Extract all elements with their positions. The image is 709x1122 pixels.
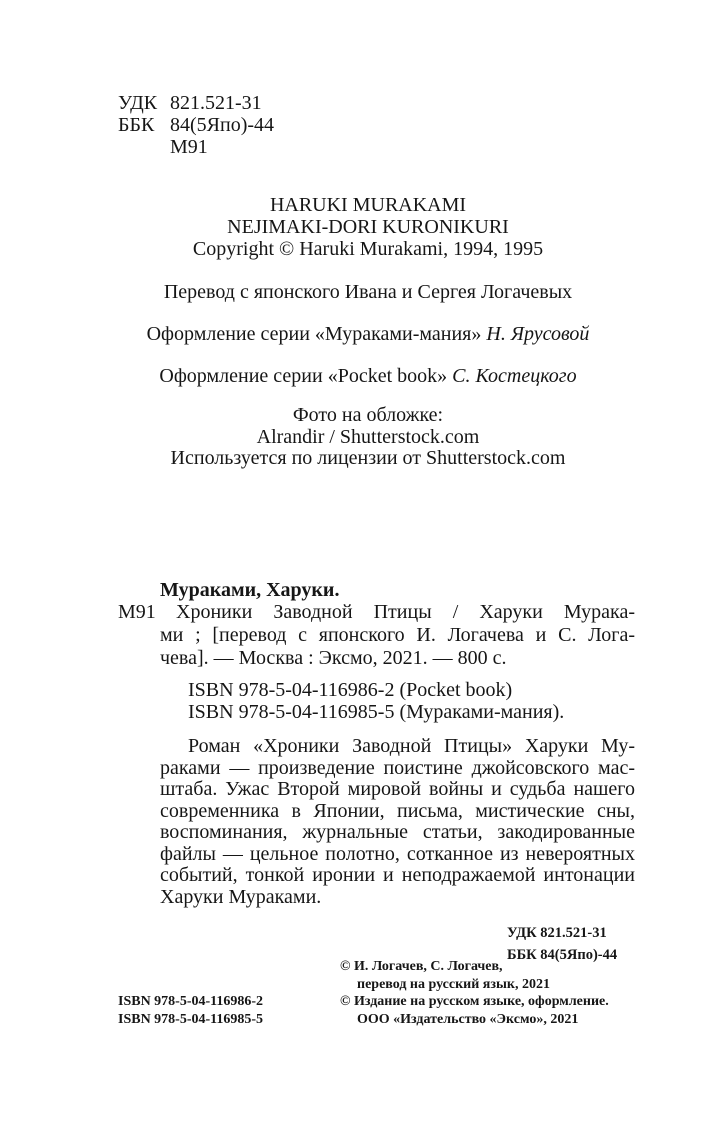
cover-photo-credit-block	[98, 405, 638, 470]
description-line: Хроники Заводной Птицы / Харуки Мурака-	[176, 601, 635, 623]
series-design-credit-2	[98, 365, 638, 387]
bbk-value: 84(5Япо)-44	[170, 114, 275, 136]
imprint-isbn-block	[118, 993, 263, 1028]
udk-value: 821.521-31	[170, 92, 262, 114]
annotation-line: файлы — цельное полотно, сотканное из невероятных	[160, 842, 635, 865]
annotation-line: Харуки Мураками.	[160, 885, 322, 908]
imprint-udk: УДК 821.521-31	[507, 925, 607, 941]
bibliographic-heading: Мураками, Харуки.	[160, 579, 340, 601]
isbn-line: ISBN 978-5-04-116986-2 (Pocket book)	[188, 679, 513, 701]
description-line: чева]. — Москва : Эксмо, 2021. — 800 с.	[160, 647, 507, 669]
cover-photo-label: Фото на обложке:	[292, 404, 444, 426]
imprint-isbn: ISBN 978-5-04-116985-5	[118, 1011, 264, 1027]
original-edition-block	[98, 194, 638, 260]
series-designer-name: С. Костецкого	[452, 365, 577, 387]
bibliographic-description	[160, 601, 635, 670]
series-design-credit-1	[98, 323, 638, 345]
copyright-line: перевод на русский язык, 2021	[357, 976, 550, 992]
annotation-paragraph	[160, 736, 635, 908]
translation-credit-block	[98, 281, 638, 303]
udk-row	[118, 92, 274, 114]
bibliographic-isbn-block	[188, 679, 564, 723]
imprint-bbk: ББК 84(5Япо)-44	[507, 947, 618, 963]
classification-block	[118, 92, 274, 158]
cover-photo-source: Alrandir / Shutterstock.com	[256, 425, 480, 448]
annotation-line: событий, тонкой иронии и неподражаемой интонации	[160, 864, 635, 886]
cover-photo-license: Используется по лицензии от Shutterstock.com	[170, 447, 566, 469]
imprint-isbn: ISBN 978-5-04-116986-2	[118, 994, 264, 1009]
annotation-line: Роман «Хроники Заводной Птицы» Харуки Му-	[188, 735, 635, 757]
description-line: ми ; [перевод с японского И. Логачева и С. Лога-	[160, 624, 635, 646]
original-title: NEJIMAKI-DORI KURONIKURI	[227, 216, 509, 238]
annotation-line: штаба. Ужас Второй мировой войны и судьба нашего	[160, 778, 635, 800]
copyright-line: © Издание на русском языке, оформление.	[340, 994, 609, 1009]
series-design-line	[98, 323, 638, 345]
bibliographic-author-mark: М91	[118, 601, 156, 623]
udk-label: УДК	[118, 92, 158, 114]
annotation-line: воспоминания, журнальные статьи, закодированные	[160, 821, 635, 843]
series-design-line	[98, 365, 638, 387]
translation-credit: Перевод с японского Ивана и Сергея Логачевых	[163, 281, 573, 303]
series-designer-name: Н. Ярусовой	[486, 323, 590, 345]
annotation-line: современника в Японии, письма, мистические сны,	[160, 799, 635, 822]
original-copyright: Copyright © Haruki Murakami, 1994, 1995	[192, 238, 544, 260]
copyright-line: ООО «Издательство «Эксмо», 2021	[357, 1011, 579, 1027]
author-mark: М91	[170, 136, 208, 158]
bbk-label: ББК	[118, 114, 155, 136]
isbn-line: ISBN 978-5-04-116985-5 (Мураками-мания).	[188, 701, 565, 723]
series-design-text: Оформление серии «Pocket book»	[159, 365, 448, 387]
series-design-text: Оформление серии «Мураками-мания»	[146, 323, 482, 345]
imprint-copyright-block	[340, 958, 609, 1028]
bbk-row	[118, 114, 274, 136]
copyright-line: © И. Логачев, С. Логачев,	[340, 959, 503, 974]
annotation-line: раками — произведение поистине джойсовского мас-	[160, 756, 635, 779]
original-author: HARUKI MURAKAMI	[269, 194, 467, 216]
